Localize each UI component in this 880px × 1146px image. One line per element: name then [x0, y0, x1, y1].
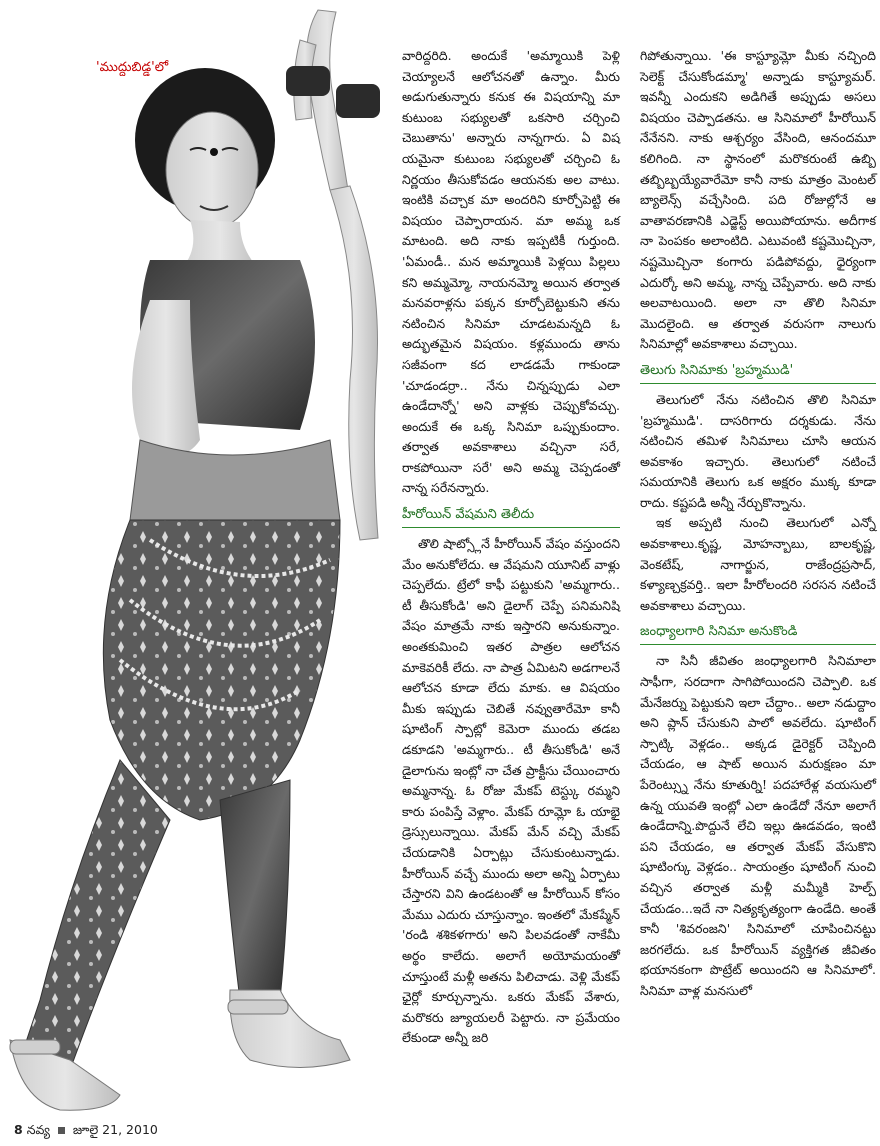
- paragraph: గిపోతున్నాయి. 'ఈ కాస్ట్యూమ్లో మీకు నచ్చింది సెలెక్ట్ చేసుకోండమ్మా' అన్నాడు కాస్ట్యూమర్. ఇవన్నీ ఎందుకని అడిగితే అప్పుడు అసలు విషయం చెప్పాడతను. ఆ సినిమాలో హీరోయిన్ నేనేనని. నాకు ఆశ్చర్యం వేసింది, ఆనందమూ కలిగింది. నా స్థానంలో మరొకరుంటే ఉబ్బి తబ్బిబ్బయ్యేవారేమో కానీ నాకు మాత్రం మెంటల్ బ్యాలెన్స్ వచ్చేసింది. పది రోజుల్లోనే ఆ వాతావరణానికి ఎడ్జెస్ట్ అయిపోయాను. అదీగాక నా పెంపకం అలాంటిది. ఎటువంటి కష్టమొచ్చినా, నష్టమొచ్చినా కంగారు పడిపోవద్దు, ధైర్యంగా ఎదుర్కో అని అమ్మ, నాన్న చెప్పేవారు. అది నాకు అలవాటయింది. అలా నా తొలి సినిమా మొదలైంది. ఆ తర్వాత వరుసగా నాలుగు సినిమాల్లో అవకాశాలు వచ్చాయి.: [640, 48, 876, 352]
- issue-date: జూలై 21, 2010: [72, 1122, 158, 1137]
- magazine-name: నవ్య: [26, 1122, 50, 1137]
- section-heading: తెలుగు సినిమాకు 'బ్రహ్మముడి': [640, 361, 876, 384]
- paragraph: నా సినీ జీవితం జంధ్యాలగారి సినిమాలా సాఫీగా, సరదాగా సాగిపోయిందని చెప్పాలి. ఒక మేనేజర్ను పెట్టుకుని ఇలా చేద్దాం.. అలా నడుద్దాం అని ప్లాన్ చేసుకుని పాలో అవలేదు. షూటింగ్ స్పాట్కి వెళ్లడం.. అక్కడ డైరెక్టర్ చెప్పింది చేయడం, ఆ షాట్ అయిన మరుక్షణం మా పేరెంట్స్ను నేను కూతుర్ని! పదహారేళ్ల వయసులో ఉన్న యువతి ఇంట్లో ఎలా ఉండేదో నేనూ అలాగే ఉండేదాన్ని.పొద్దునే లేచి ఇల్లు ఊడవడం, ఇంటి పని చేయడం, ఆ తర్వాత మేకప్ వేసుకొని షూటింగ్కు వెళ్లడం.. సాయంత్రం షూటింగ్ నుంచి వచ్చిన తర్వాత మళ్లీ మమ్మీకి హెల్ప్ చేయడం...ఇదే నా నిత్యకృత్యంగా ఉండేది. అంతే కానీ 'శివరంజని' సినిమాలో చూపించినట్టు జరగలేదు. ఒక హీరోయిన్ వ్యక్తిగత జీవితం భయానకంగా పొట్రేట్ అయిందని ఆ సినిమాలో. సినిమా వాళ్ల మనసులో: [640, 653, 876, 998]
- photo-caption: 'ముద్దుబిడ్డ'లో: [96, 60, 169, 75]
- paragraph: తెలుగులో నేను నటించిన తొలి సినిమా 'బ్రహ్మముడి'. దాసరిగారు దర్శకుడు. నేను నటించిన తమిళ సినిమాలు చూసి ఆయన అవకాశం ఇచ్చారు. తెలుగులో నటించే సమయానికి తెలుగు ఒక అక్షరం ముక్క కూడా రాదు. కష్టపడి అన్నీ నేర్చుకొన్నాను.: [640, 391, 876, 510]
- section-heading: హీరోయిన్ వేషమని తెలీదు: [402, 505, 620, 528]
- paragraph: ఇక అప్పటి నుంచి తెలుగులో ఎన్నో అవకాశాలు.కృష్ణ, మోహన్బాబు, బాలకృష్ణ, వెంకటేష్, నాగార్జున, రాజేంద్రప్రసాద్, కళ్యాణ్చక్రవర్తి.. ఇలా హీరోలందరి సరసన నటించే అవకాశాలు వచ్చాయి.: [640, 515, 876, 613]
- paragraph: తొలి షాట్స్లోనే హీరోయిన్ వేషం వస్తుందని మేం అనుకోలేదు. ఆ వేషమని యూనిట్ వాళ్లు చెప్పలేదు. ట్రేలో కాఫీ పట్టుకుని 'అమ్మగారు.. టీ తీసుకోండి' అని డైలాగ్ చెప్పే పనిమనిషి వేషం మాత్రమే నాకు ఇస్తారని అనుకున్నాం. అంతకుమించి ఇతర పాత్రల ఆలోచన మాకెవరికీ లేదు. నా పాత్ర ఏమిటని అడగాలనే ఆలోచన కూడా లేదు మాకు. ఆ విషయం మీకు ఇప్పుడు చెబితే నవ్వుతారేమో కానీ షూటింగ్ స్పాట్లో కెమెరా ముందు తడబ డకూడని 'అమ్మగారు.. టీ తీసుకోండి' అనే డైలాగును ఇంట్లో నా చేత ప్రాక్టీసు చేయించారు అమ్మనాన్న. ఓ రోజు మేకప్ టెస్ట్కు రమ్మని కారు పంపిస్తే వెళ్లాం. మేకప్ రూమ్లో ఓ యాభై డ్రెస్సులున్నాయి. మేకప్ మేన్ వచ్చి మేకప్ చేయడానికి ఏర్పాట్లు చేసుకుంటున్నాడు. హీరోయిన్ వచ్చే ముందు అలా అన్ని ఏర్పాటు చేస్తారని విని ఉండటంతో ఆ హీరోయిన్ కోసం మేము ఎదురు చూస్తున్నాం. ఇంతలో మేకప్మేన్ 'రండి శశికళగారు' అని పిలవడంతో నాకేమీ అర్థం కాలేదు. అలాగే అయోమయంతో చూస్తుంటే మళ్లీ అతను పిలిచాడు. వెళ్లి మేకప్ ఛైర్లో కూర్చున్నాను. ఒకరు మేకప్ వేశారు, మరొకరు జ్యూయలరీ పెట్టారు. నా ప్రమేయం లేకుండా అన్నీ జరి: [402, 536, 620, 1046]
- actress-dance-photo: [0, 0, 395, 1120]
- page-number: 8: [14, 1122, 23, 1137]
- section-heading: జంధ్యాలగారి సినిమా అనుకొండి: [640, 622, 876, 645]
- page-footer: [14, 1122, 158, 1141]
- article-column-1: [402, 46, 620, 1049]
- article-column-2: [640, 46, 876, 1002]
- separator-square-icon: [58, 1127, 65, 1134]
- paragraph: వారిద్దరిది. అందుకే 'అమ్మాయికి పెళ్లి చెయ్యాలనే ఆలోచనతో ఉన్నాం. మీరు అడుగుతున్నారు కనుక ఈ విషయాన్ని మా కుటుంబ సభ్యులతో ఒకసారి చర్చించి చెబుతాను' అన్నారు నాన్నగారు. ఏ విష యమైనా కుటుంబ సభ్యులతో చర్చించి ఓ నిర్ణయం తీసుకోవడం ఆయనకు అల వాటు. ఇంటికి వచ్చాక మా అందరిని కూర్చోపెట్టి ఈ విషయం చెప్పారాయన. మా అమ్మ ఒక మాటంది. అది నాకు ఇప్పటికీ గుర్తుంది. 'ఏమండీ.. మన అమ్మాయికి పెళ్లయి పిల్లలు కని అమ్మమ్మో, నాయనమ్మో అయిన తర్వాత మనవరాళ్లను పక్కన కూర్చోబెట్టుకుని తను నటించిన సినిమా చూడటమన్నది ఓ అద్భుతమైన విషయం. కళ్లముందు తాను సజీవంగా కద లాడడమే గాకుండా 'చూడండర్రా.. నేను చిన్నప్పుడు ఎలా ఉండేదాన్నో' అని వాళ్లకు చెప్పుకోవచ్చు. అందుకే ఈ ఒక్క సినిమా ఒప్పుకుందాం. తర్వాత అవకాశాలు వచ్చినా సరే, రాకపోయినా సరే' అని అమ్మ చెప్పడంతో నాన్న సరేనన్నారు.: [402, 48, 620, 496]
